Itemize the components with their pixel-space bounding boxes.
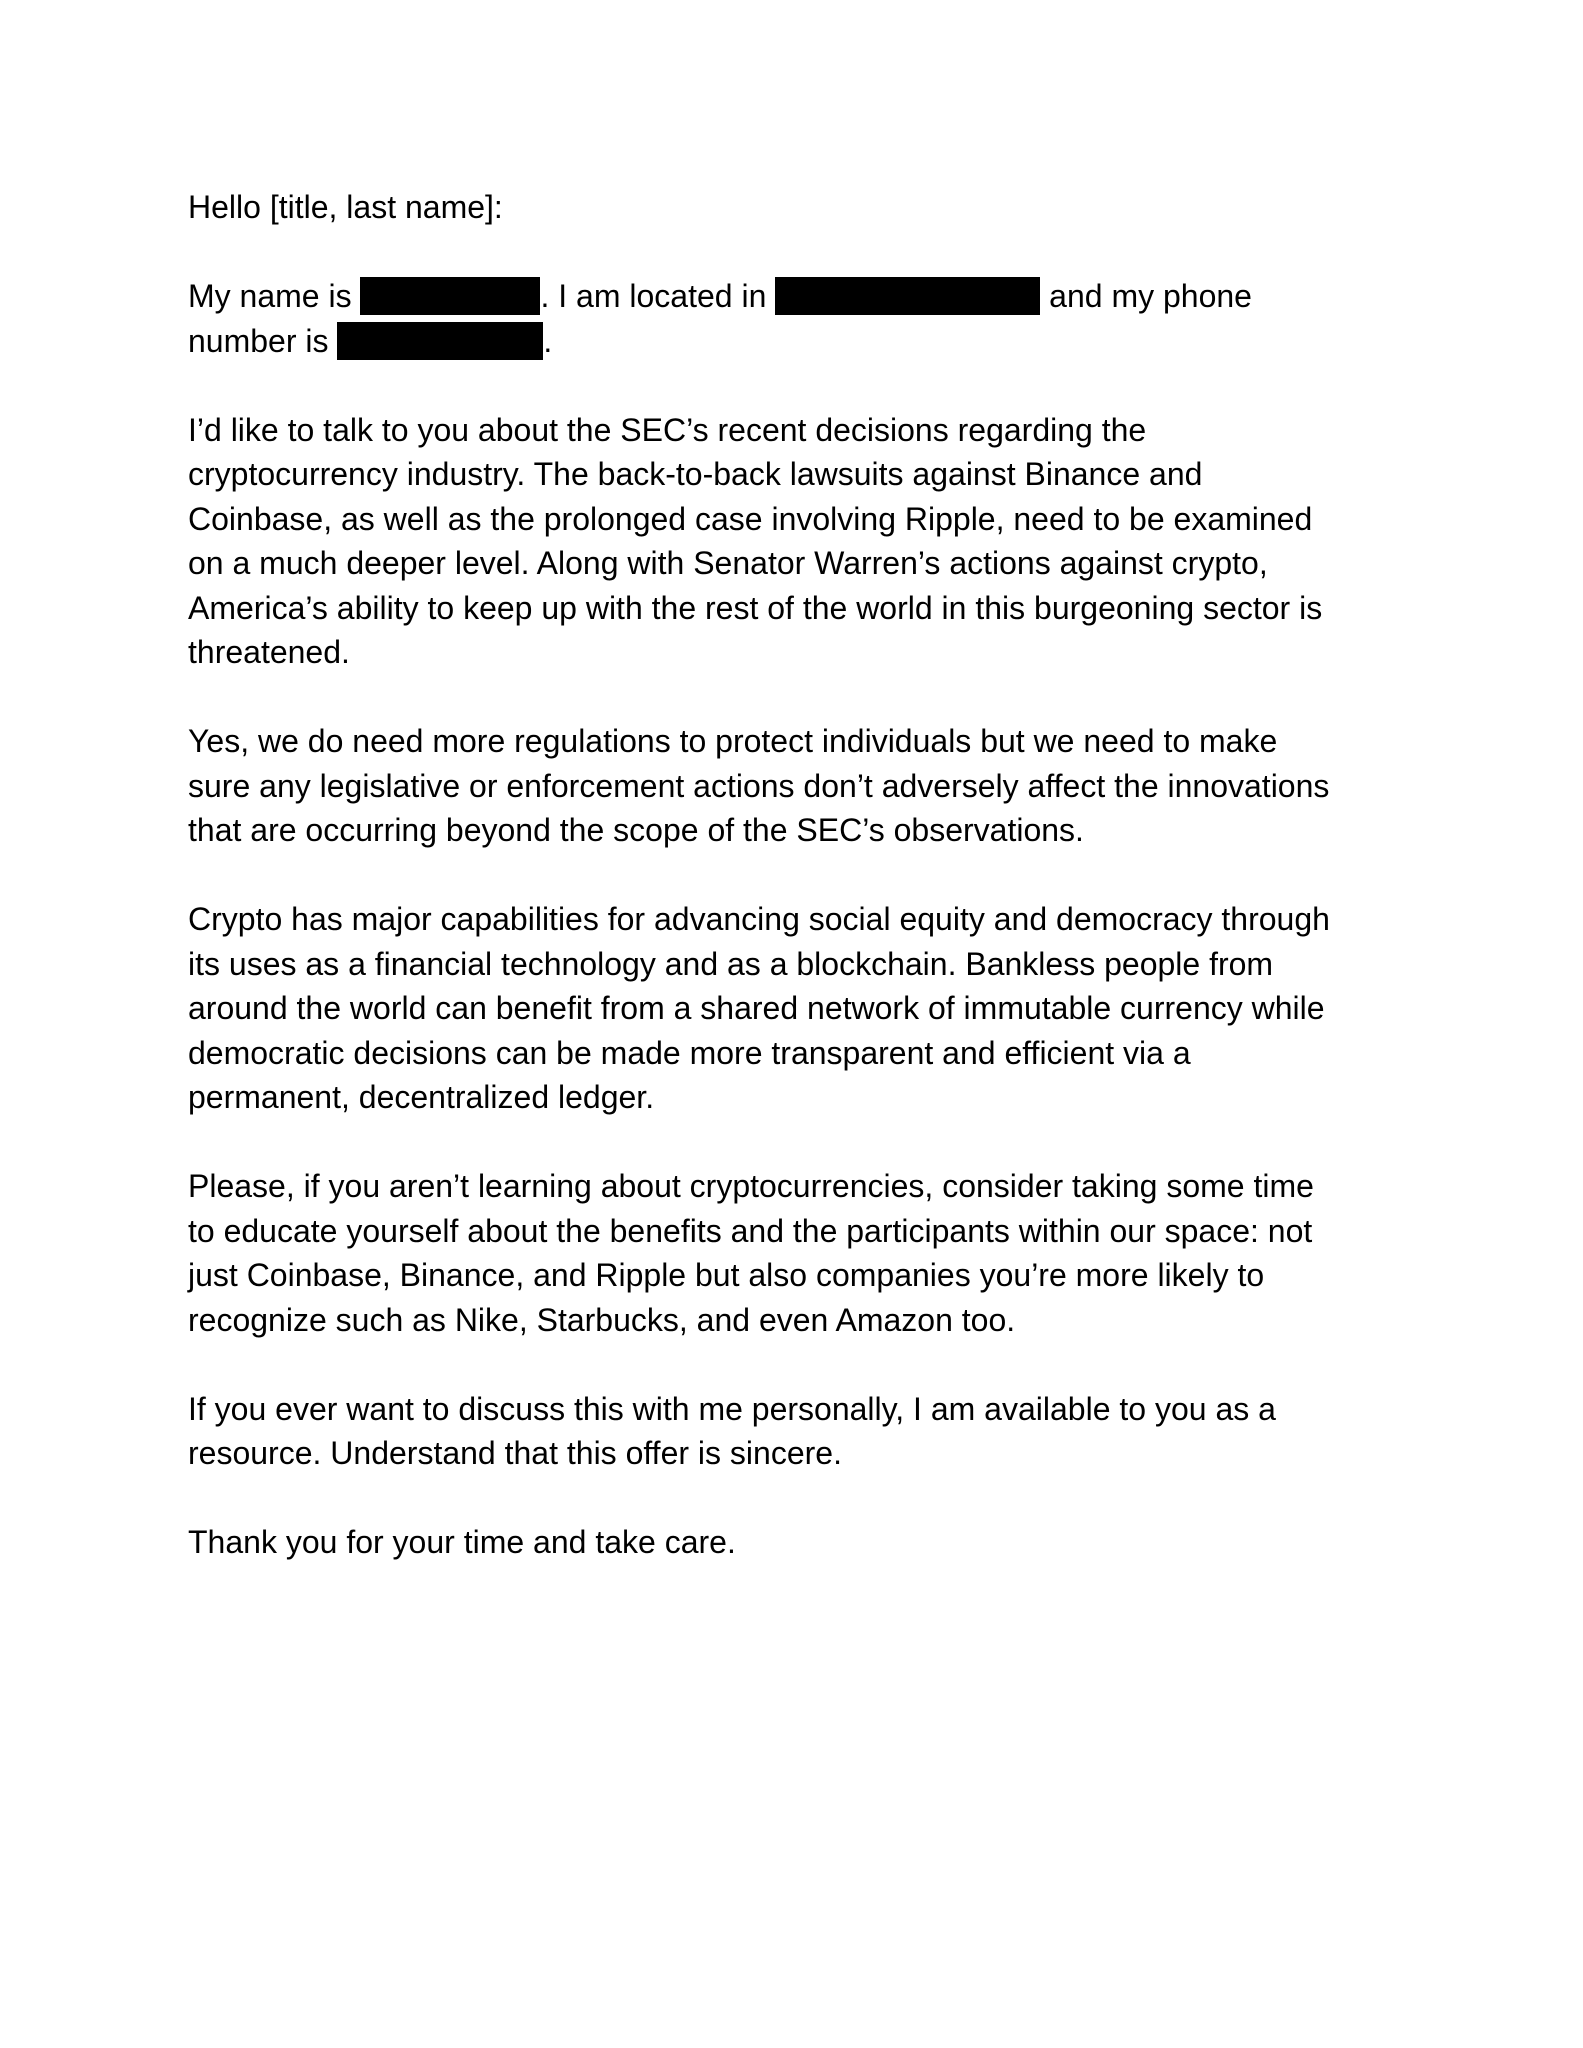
intro-text-4: number is	[188, 322, 338, 359]
intro-line-2	[188, 319, 1408, 364]
text-line: Crypto has major capabilities for advancing social equity and democracy through	[188, 901, 1330, 937]
text-line: America’s ability to keep up with the rest of the world in this burgeoning sector is	[188, 589, 1323, 626]
paragraph-regulations	[188, 719, 1408, 853]
intro-text-2: . I am located in	[540, 278, 776, 314]
intro-text-1: My name is	[188, 278, 361, 314]
closing-line: Thank you for your time and take care.	[188, 1524, 736, 1560]
text-line: I’d like to talk to you about the SEC’s recent decisions regarding the	[188, 411, 1147, 448]
intro-paragraph	[188, 274, 1408, 363]
text-line: that are occurring beyond the scope of the SEC’s observations.	[188, 812, 1084, 848]
closing	[188, 1520, 1408, 1565]
redacted-name	[360, 277, 540, 315]
intro-text-5: .	[543, 322, 553, 359]
text-line: to educate yourself about the benefits and the participants within our space: not	[188, 1212, 1313, 1249]
text-line: resource. Understand that this offer is sincere.	[188, 1435, 842, 1471]
paragraph-education	[188, 1164, 1408, 1342]
text-line: just Coinbase, Binance, and Ripple but also companies you’re more likely to	[188, 1257, 1265, 1293]
redacted-phone	[337, 322, 543, 360]
intro-line-1	[188, 274, 1408, 319]
text-line: recognize such as Nike, Starbucks, and even Amazon too.	[188, 1301, 1016, 1338]
text-line: on a much deeper level. Along with Senator Warren’s actions against crypto,	[188, 545, 1268, 581]
intro-text-3: and my phone	[1040, 278, 1252, 314]
redacted-location	[775, 277, 1040, 315]
text-line: permanent, decentralized ledger.	[188, 1079, 655, 1115]
text-line: around the world can benefit from a shared network of immutable currency while	[188, 990, 1325, 1026]
paragraph-sec-decisions	[188, 408, 1408, 675]
text-line: threatened.	[188, 634, 350, 670]
greeting	[188, 185, 1408, 230]
text-line: If you ever want to discuss this with me personally, I am available to you as a	[188, 1390, 1276, 1427]
text-line: Please, if you aren’t learning about cryptocurrencies, consider taking some time	[188, 1168, 1314, 1204]
paragraph-capabilities	[188, 897, 1408, 1120]
paragraph-offer	[188, 1387, 1408, 1476]
text-line: sure any legislative or enforcement actions don’t adversely affect the innovations	[188, 767, 1330, 804]
text-line: Coinbase, as well as the prolonged case involving Ripple, need to be examined	[188, 500, 1313, 537]
letter-body	[188, 185, 1408, 1609]
greeting-line: Hello [title, last name]:	[188, 189, 503, 225]
text-line: its uses as a financial technology and as a blockchain. Bankless people from	[188, 945, 1274, 982]
text-line: Yes, we do need more regulations to protect individuals but we need to make	[188, 723, 1278, 759]
text-line: cryptocurrency industry. The back-to-back lawsuits against Binance and	[188, 456, 1203, 492]
text-line: democratic decisions can be made more transparent and efficient via a	[188, 1034, 1191, 1071]
